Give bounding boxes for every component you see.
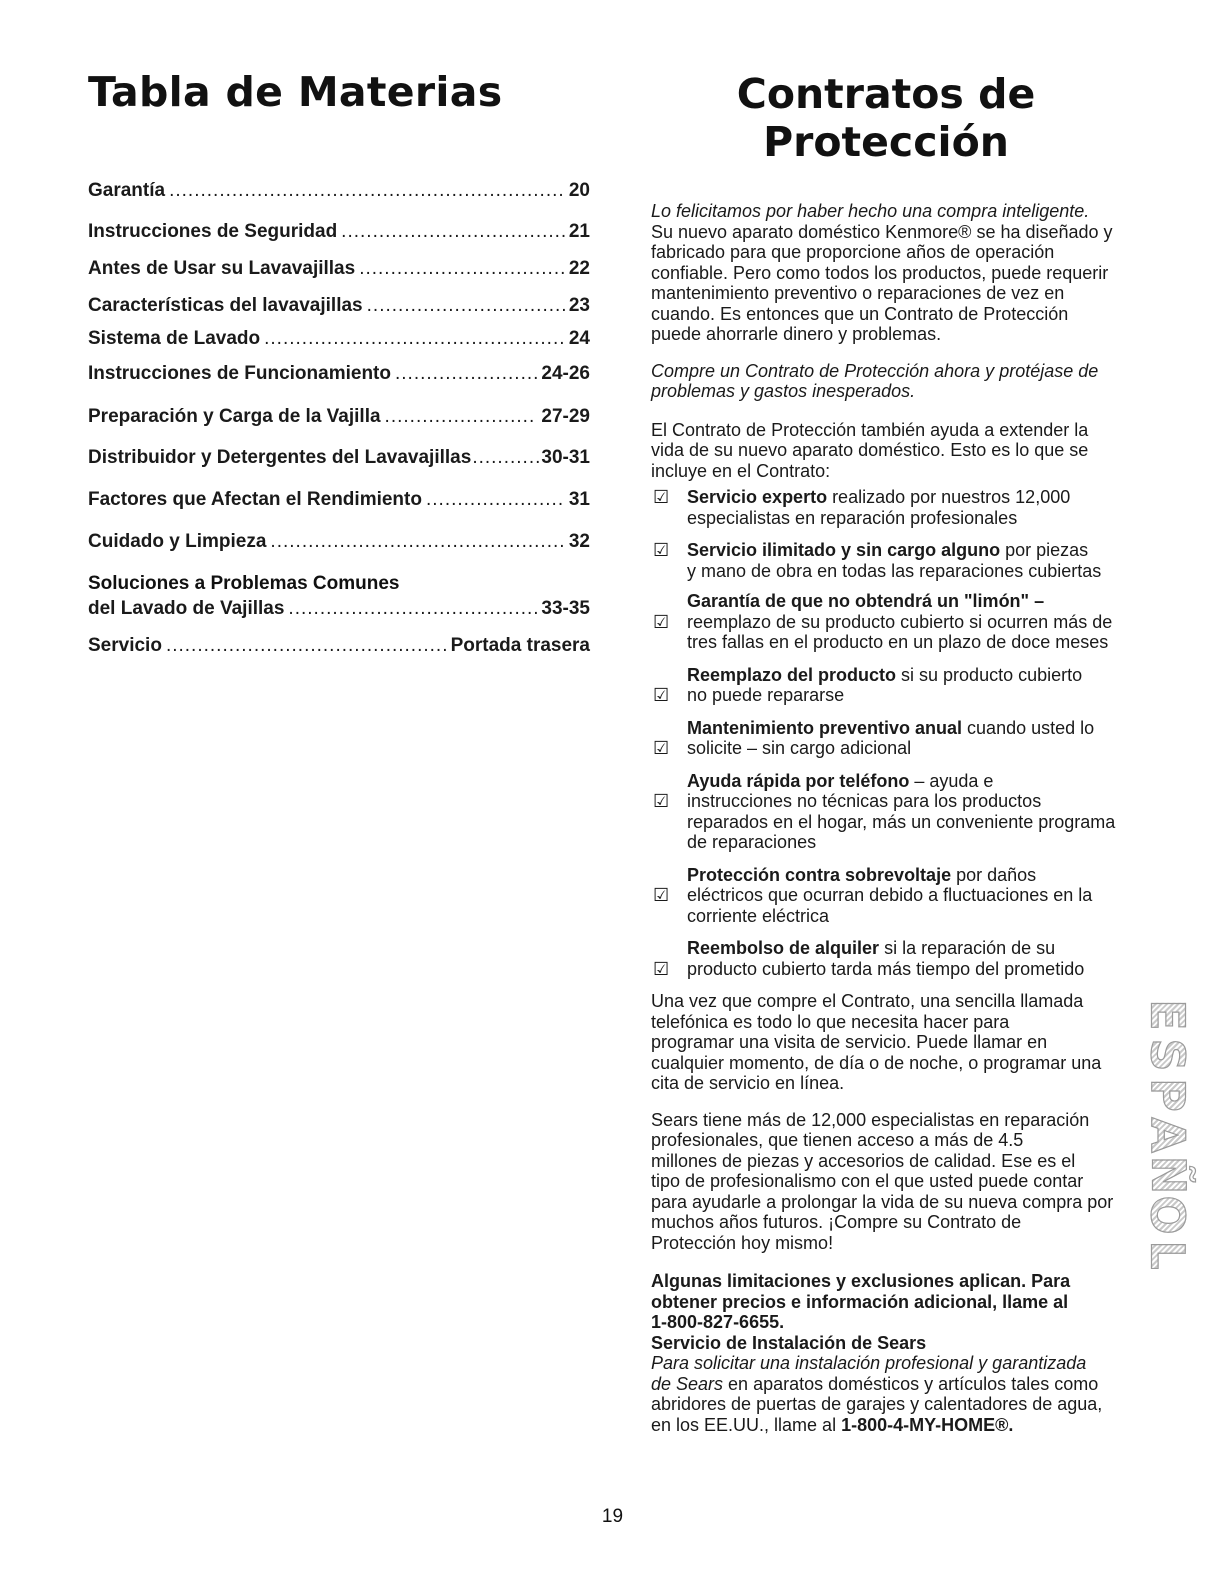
checkbox-checked-icon: ☑ xyxy=(653,540,670,560)
toc-entry-page: 21 xyxy=(568,221,590,243)
feature-text: cuando usted lo xyxy=(962,717,1095,738)
call-to-action xyxy=(651,361,1151,402)
feature-bold: Servicio ilimitado y sin cargo alguno xyxy=(687,540,1001,560)
sears-line: Protección hoy mismo! xyxy=(651,1232,834,1253)
contracts-title-line1: Contratos de xyxy=(736,70,1036,118)
intro-line: Su nuevo aparato doméstico Kenmore® se ha diseñado y xyxy=(651,221,1113,242)
intro-line: fabricado para que proporcione años de operación xyxy=(651,242,1055,262)
toc-title: Tabla de Materias xyxy=(88,68,503,116)
toc-entry-page: 20 xyxy=(568,180,590,202)
limitations-paragraph xyxy=(651,1271,1151,1333)
toc-entry-distribuidor[interactable] xyxy=(88,446,590,469)
limits-line: Algunas limitaciones y exclusiones aplican. Para xyxy=(651,1271,1071,1291)
toc-entry-page: 22 xyxy=(568,258,590,280)
feature-bold: Ayuda rápida por teléfono xyxy=(687,770,910,791)
includes-paragraph xyxy=(651,420,1151,482)
after-line: programar una visita de servicio. Puede llamar en xyxy=(651,1032,1048,1052)
toc-entry-title: Antes de Usar su Lavavajillas xyxy=(88,258,356,280)
feature-text: eléctricos que ocurran debido a fluctuaciones en la xyxy=(687,885,1093,905)
toc-entry-page: Portada trasera xyxy=(450,635,590,657)
checkbox-checked-icon: ☑ xyxy=(653,487,670,507)
includes-line: incluye en el Contrato: xyxy=(651,460,831,481)
feature-text: y mano de obra en todas las reparaciones cubiertas xyxy=(687,560,1102,581)
side-tab-letter: E xyxy=(1141,999,1195,1031)
toc-entry-preparacion[interactable] xyxy=(88,405,590,428)
feature-bold: Garantía de que no obtendrá un "limón" – xyxy=(687,591,1045,611)
toc-entry-page: 24 xyxy=(568,328,590,350)
toc-entry-title: Características del lavavajillas xyxy=(88,295,363,317)
toc-entry-page: 31 xyxy=(568,489,590,511)
toc-entry-soluciones-line2 xyxy=(88,597,590,620)
installation-title: Servicio de Instalación de Sears xyxy=(651,1332,927,1353)
install-text: en aparatos domésticos y artículos tales como xyxy=(723,1373,1099,1394)
sears-paragraph xyxy=(651,1110,1151,1254)
install-text: en los EE.UU., llame al xyxy=(651,1414,842,1435)
side-tab-letter: L xyxy=(1141,1240,1195,1270)
toc-entry-title: Cuidado y Limpieza xyxy=(88,531,267,553)
toc-entry-page: 33-35 xyxy=(541,598,590,620)
includes-line: vida de su nuevo aparato doméstico. Esto es lo que se xyxy=(651,440,1089,460)
installation-section xyxy=(651,1333,1151,1436)
toc-entry-factores[interactable] xyxy=(88,488,590,511)
side-tab-letter: O xyxy=(1140,1195,1195,1235)
intro-paragraph xyxy=(651,201,1151,345)
checkbox-checked-icon: ☑ xyxy=(653,738,670,758)
feature-item xyxy=(651,771,1151,853)
cta-line: problemas y gastos inesperados. xyxy=(651,381,916,401)
sears-line: profesionales, que tienen acceso a más de 4.5 xyxy=(651,1130,1024,1150)
feature-text: reparados en el hogar, más un conveniente programa xyxy=(687,811,1116,832)
side-tab-letter: Ñ xyxy=(1141,1155,1195,1195)
feature-text: tres fallas en el producto en un plazo de doce meses xyxy=(687,632,1109,652)
toc-entry-page: 27-29 xyxy=(541,406,590,428)
sears-line: millones de piezas y accesorios de calidad. Ese es el xyxy=(651,1150,1076,1171)
feature-text: por daños xyxy=(951,864,1037,885)
toc-entry-seguridad[interactable] xyxy=(88,220,590,243)
feature-text: si su producto cubierto xyxy=(896,664,1083,685)
feature-text: producto cubierto tarda más tiempo del prometido xyxy=(687,958,1085,979)
toc-entry-title: Distribuidor y Detergentes del Lavavajillas xyxy=(88,447,472,469)
toc-leader xyxy=(270,530,564,553)
side-tab-letter: A xyxy=(1140,1117,1195,1153)
toc-leader xyxy=(169,179,565,202)
intro-italic: Lo felicitamos por haber hecho una compra inteligente. xyxy=(651,201,1090,221)
toc-entry-page: 23 xyxy=(568,295,590,317)
checkbox-checked-icon: ☑ xyxy=(653,958,670,979)
toc-entry-sistema-de-lavado[interactable] xyxy=(88,327,590,350)
toc-entry-cuidado[interactable] xyxy=(88,530,590,553)
sears-line: muchos años futuros. ¡Compre su Contrato de xyxy=(651,1212,1022,1232)
sears-line: Sears tiene más de 12,000 especialistas en reparación xyxy=(651,1109,1090,1130)
install-italic: de Sears xyxy=(651,1373,724,1394)
after-line: cualquier momento, de día o de noche, o programar una xyxy=(651,1052,1102,1073)
intro-line: puede ahorrarle dinero y problemas. xyxy=(651,324,942,344)
feature-text: reemplazo de su producto cubierto si ocurren más de xyxy=(687,611,1113,632)
limits-line: obtener precios e información adicional, llame al xyxy=(651,1291,1069,1312)
checkbox-checked-icon: ☑ xyxy=(653,685,670,705)
toc-list xyxy=(88,179,590,657)
toc-entry-title: Garantía xyxy=(88,180,166,202)
after-purchase-paragraph xyxy=(651,991,1151,1094)
toc-entry-page: 24-26 xyxy=(541,363,590,385)
toc-entry-page: 30-31 xyxy=(541,447,590,469)
contracts-title-line2: Protección xyxy=(763,118,1009,166)
feature-text: no puede repararse xyxy=(687,685,845,705)
checkbox-checked-icon: ☑ xyxy=(653,611,670,632)
sears-line: tipo de profesionalismo con el que usted puede contar xyxy=(651,1171,1084,1191)
feature-item xyxy=(651,540,1151,581)
install-line: abridores de puertas de garajes y calentadores de agua, xyxy=(651,1394,1103,1414)
toc-entry-title: Soluciones a Problemas Comunes xyxy=(88,573,400,595)
toc-leader xyxy=(426,488,565,511)
intro-line: confiable. Pero como todos los productos, puede requerir xyxy=(651,262,1109,283)
after-line: telefónica es todo lo que necesita hacer para xyxy=(651,1011,1010,1032)
feature-text: realizado por nuestros 12,000 xyxy=(827,487,1071,507)
toc-entry-antes-de-usar[interactable] xyxy=(88,257,590,280)
toc-leader xyxy=(367,294,565,317)
toc-entry-title: Preparación y Carga de la Vajilla xyxy=(88,406,381,428)
toc-entry-servicio[interactable] xyxy=(88,634,590,657)
feature-bold: Reemplazo del producto xyxy=(687,664,897,685)
page-number: 19 xyxy=(601,1506,624,1527)
feature-text: de reparaciones xyxy=(687,832,817,852)
language-side-tab xyxy=(1138,995,1198,1270)
includes-line: El Contrato de Protección también ayuda a extender la xyxy=(651,419,1089,440)
feature-bold: Servicio experto xyxy=(687,487,828,507)
toc-entry-garantia[interactable] xyxy=(88,179,590,202)
intro-line: cuando. Es entonces que un Contrato de Protección xyxy=(651,303,1069,324)
protection-contracts-section xyxy=(651,60,1151,1435)
table-of-contents xyxy=(88,60,590,657)
toc-entry-title: Instrucciones de Funcionamiento xyxy=(88,363,391,385)
intro-line: mantenimiento preventivo o reparaciones de vez en xyxy=(651,283,1065,303)
feature-text: por piezas xyxy=(1000,540,1089,560)
feature-text: – ayuda e xyxy=(909,770,994,791)
phone-number: 1-800-827-6655. xyxy=(651,1312,785,1332)
cta-line: Compre un Contrato de Protección ahora y protéjase de xyxy=(651,360,1099,381)
feature-text: instrucciones no técnicas para los productos xyxy=(687,791,1042,811)
toc-leader xyxy=(288,597,537,620)
feature-item xyxy=(651,865,1151,927)
feature-item xyxy=(651,665,1151,706)
toc-entry-title: Instrucciones de Seguridad xyxy=(88,221,338,243)
feature-text: solicite – sin cargo adicional xyxy=(687,738,912,758)
feature-bold: Mantenimiento preventivo anual xyxy=(687,717,963,738)
side-tab-letter: P xyxy=(1141,1078,1195,1112)
toc-entry-title: Sistema de Lavado xyxy=(88,328,261,350)
toc-leader xyxy=(264,327,565,350)
after-line: cita de servicio en línea. xyxy=(651,1073,845,1093)
side-tab-letter: S xyxy=(1140,1038,1195,1072)
toc-entry-title: Servicio xyxy=(88,635,162,657)
feature-text: corriente eléctrica xyxy=(687,905,830,926)
toc-leader xyxy=(359,257,565,280)
feature-text: especialistas en reparación profesionales xyxy=(687,507,1018,528)
toc-leader xyxy=(395,362,537,385)
toc-entry-title: Factores que Afectan el Rendimiento xyxy=(88,489,422,511)
feature-item xyxy=(651,938,1151,979)
checkbox-checked-icon: ☑ xyxy=(653,885,670,905)
feature-list xyxy=(651,487,1151,979)
install-line: Para solicitar una instalación profesional y garantizada xyxy=(651,1353,1087,1373)
feature-item xyxy=(651,718,1151,759)
toc-entry-caracteristicas[interactable] xyxy=(88,294,590,317)
toc-leader xyxy=(341,220,565,243)
feature-bold: Protección contra sobrevoltaje xyxy=(687,864,952,885)
feature-text: si la reparación de su xyxy=(879,938,1056,958)
checkbox-checked-icon: ☑ xyxy=(653,791,670,811)
after-line: Una vez que compre el Contrato, una sencilla llamada xyxy=(651,991,1084,1011)
toc-entry-soluciones[interactable] xyxy=(88,572,590,620)
feature-item xyxy=(651,591,1151,653)
toc-leader xyxy=(385,405,538,428)
sears-line: para ayudarle a prolongar la vida de su nueva compra por xyxy=(651,1191,1114,1212)
toc-entry-page: 32 xyxy=(568,531,590,553)
install-phone: 1-800-4-MY-HOME®. xyxy=(841,1414,1014,1435)
toc-leader xyxy=(472,446,540,469)
feature-item xyxy=(651,487,1151,528)
toc-entry-funcionamiento[interactable] xyxy=(88,362,590,385)
contracts-title xyxy=(651,70,1121,166)
toc-entry-title: del Lavado de Vajillas xyxy=(88,598,285,620)
feature-bold: Reembolso de alquiler xyxy=(687,938,880,958)
toc-leader xyxy=(166,634,447,657)
